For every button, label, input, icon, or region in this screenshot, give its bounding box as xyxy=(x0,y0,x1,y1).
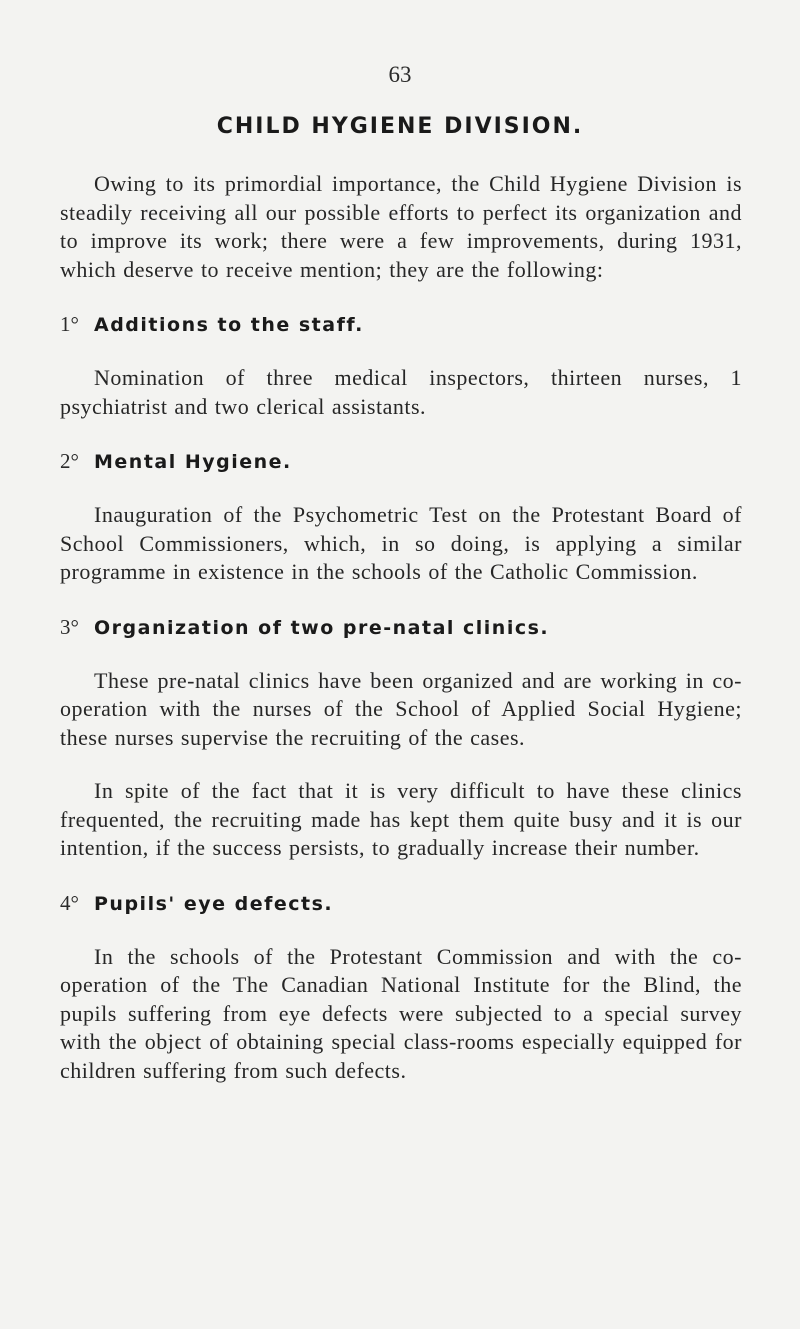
section-paragraph: Inauguration of the Psychometric Test on the Protestant Board of School Commissioners, which, in so doing, is applying a similar programme in existence in the schools of the Catholic Commission. xyxy=(60,502,742,584)
page-number: 63 xyxy=(388,62,412,87)
section-title: Pupils' eye defects. xyxy=(94,892,334,915)
section-mental-hygiene xyxy=(60,447,742,587)
intro-paragraph: Owing to its primordial importance, the Child Hygiene Division is steadily receiving all our possible efforts to perfect its organization and to improve its work; there were a few improvements, during 1931, which deserve to receive mention; they are the following: xyxy=(60,171,742,282)
section-paragraph: In the schools of the Protestant Commission and with the co-operation of the The Canadian National Institute for the Blind, the pupils suffering from eye defects were subjected to a special survey with the object of obtaining special class-rooms especially equipped for children suffering from such defects. xyxy=(60,943,742,1083)
section-heading xyxy=(60,447,742,476)
section-heading xyxy=(60,889,742,918)
section-heading xyxy=(60,310,742,339)
page-title: CHILD HYGIENE DIVISION. xyxy=(216,114,584,139)
section-number: 3° xyxy=(60,614,79,639)
section-paragraph: In spite of the fact that it is very difficult to have these clinics frequented, the recruiting made has kept them quite busy and it is our intention, if the success persists, to gradually increase their number. xyxy=(60,778,742,860)
section-title: Mental Hygiene. xyxy=(94,451,292,473)
document-body xyxy=(60,170,742,1085)
section-number: 2° xyxy=(60,449,79,473)
section-number: 1° xyxy=(60,312,79,336)
section-eye-defects xyxy=(60,889,742,1086)
section-paragraph: Nomination of three medical inspectors, thirteen nurses, 1 psychiatrist and two clerical assistants. xyxy=(60,365,742,419)
section-title: Additions to the staff. xyxy=(94,314,364,336)
section-heading xyxy=(60,613,742,642)
section-number: 4° xyxy=(60,890,79,915)
section-additions-to-staff xyxy=(60,310,742,421)
section-paragraph: These pre-natal clinics have been organized and are working in co-operation with the nurses of the School of Applied Social Hygiene; these nurses supervise the recruiting of the cases. xyxy=(60,667,742,750)
section-pre-natal-clinics xyxy=(60,613,742,863)
section-title: Organization of two pre-natal clinics. xyxy=(94,616,550,639)
